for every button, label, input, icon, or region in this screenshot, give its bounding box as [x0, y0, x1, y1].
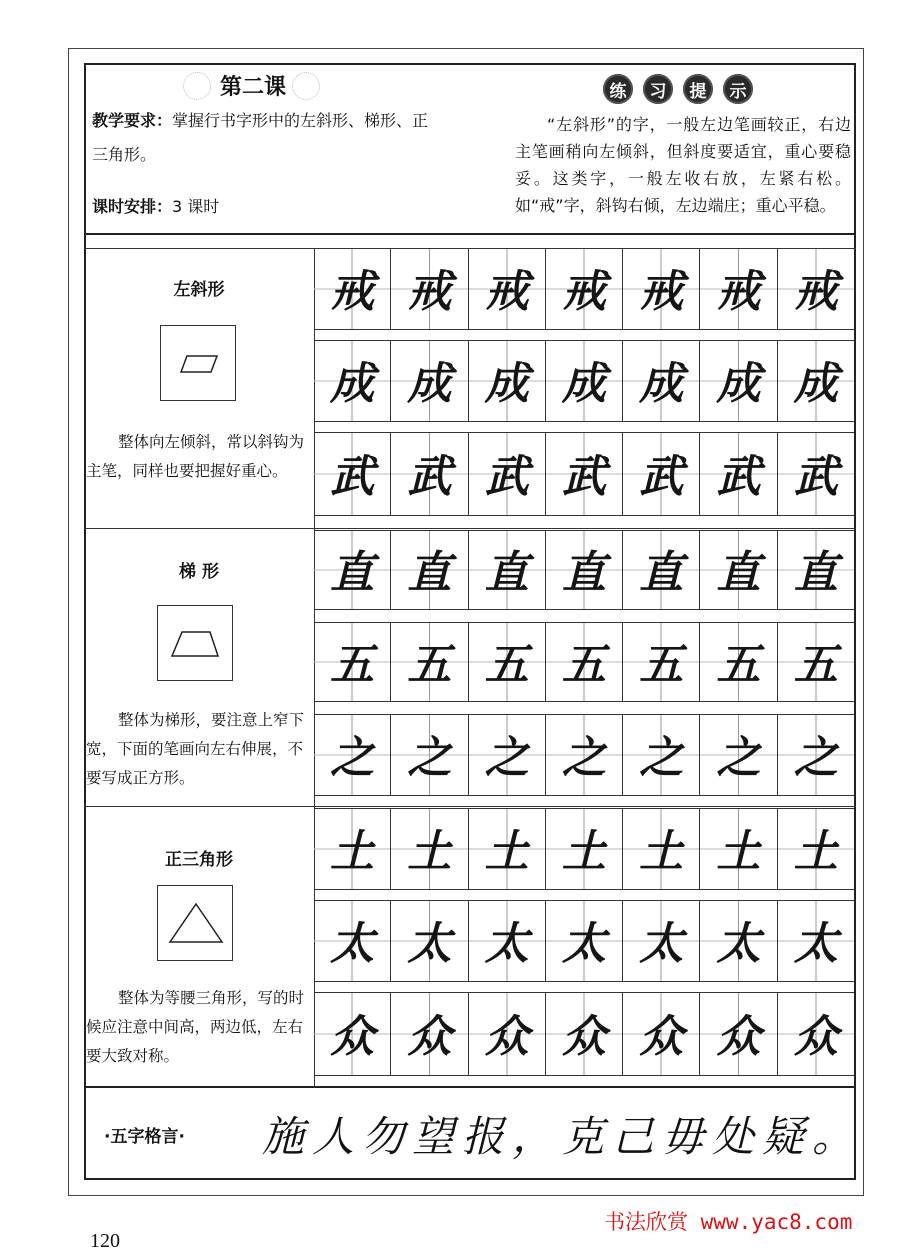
tip-badge: 练: [603, 74, 633, 104]
practice-cell: [777, 623, 854, 701]
practice-cell: [545, 623, 622, 701]
practice-character: 戒: [484, 266, 529, 318]
practice-character: 武: [407, 451, 452, 503]
practice-row: [314, 622, 854, 702]
practice-cell: [622, 623, 699, 701]
trapezoid-icon: [158, 606, 234, 682]
practice-character: 之: [716, 732, 761, 784]
practice-cell: [314, 901, 390, 981]
practice-character: 成: [561, 358, 606, 410]
practice-cell: [314, 433, 390, 515]
practice-character: 直: [793, 547, 838, 599]
practice-character: 武: [561, 451, 606, 503]
practice-cell: [390, 901, 467, 981]
practice-character: 众: [716, 1011, 761, 1063]
practice-cell: [545, 715, 622, 795]
practice-cell: [545, 433, 622, 515]
practice-cell: [622, 901, 699, 981]
practice-character: 土: [330, 826, 375, 878]
practice-cell: [777, 249, 854, 329]
practice-cell: [777, 901, 854, 981]
parallelogram-icon: [161, 326, 237, 402]
practice-character: 直: [561, 547, 606, 599]
flower-ornament-icon: [183, 72, 211, 100]
practice-character: 戒: [639, 266, 684, 318]
practice-cell: [777, 341, 854, 421]
practice-character: 太: [407, 918, 452, 970]
practice-cell: [622, 715, 699, 795]
practice-cell: [468, 433, 545, 515]
practice-character: 之: [793, 732, 838, 784]
tip-badge: 提: [683, 74, 713, 104]
practice-character: 众: [793, 1011, 838, 1063]
practice-cell: [314, 715, 390, 795]
section-label-triangle: 正三角形: [165, 850, 233, 870]
practice-character: 众: [639, 1011, 684, 1063]
practice-character: 众: [561, 1011, 606, 1063]
shape-box: [160, 325, 236, 401]
divider: [84, 1086, 856, 1088]
practice-cell: [468, 809, 545, 889]
practice-row: [314, 432, 854, 516]
practice-cell: [545, 341, 622, 421]
practice-cell: [468, 715, 545, 795]
practice-cell: [390, 993, 467, 1075]
practice-row: [314, 530, 854, 610]
triangle-icon: [158, 886, 234, 962]
practice-cell: [468, 623, 545, 701]
practice-cell: [699, 715, 776, 795]
section-description: 整体为等腰三角形，写的时候应注意中间高，两边低，左右要大致对称。: [86, 989, 305, 1065]
practice-character: 直: [484, 547, 529, 599]
practice-cell: [314, 623, 390, 701]
practice-character: 成: [407, 358, 452, 410]
practice-cell: [314, 993, 390, 1075]
practice-cell: [314, 341, 390, 421]
practice-cell: [545, 901, 622, 981]
practice-character: 成: [639, 358, 684, 410]
motto-label: ·五字格言·: [104, 1127, 185, 1147]
divider: [84, 233, 856, 235]
practice-cell: [468, 531, 545, 609]
practice-cell: [699, 809, 776, 889]
practice-cell: [622, 249, 699, 329]
practice-character: 太: [330, 918, 375, 970]
practice-cell: [390, 715, 467, 795]
practice-character: 太: [793, 918, 838, 970]
practice-cell: [390, 433, 467, 515]
practice-character: 土: [561, 826, 606, 878]
practice-cell: [699, 993, 776, 1075]
practice-cell: [390, 249, 467, 329]
practice-character: 直: [716, 547, 761, 599]
practice-character: 五: [484, 639, 529, 691]
watermark: 书法欣赏 www.yac8.com: [604, 1210, 853, 1234]
lesson-title: 第二课: [220, 75, 287, 100]
teaching-requirement: [92, 104, 432, 172]
flower-ornament-icon: [292, 72, 320, 100]
practice-character: 太: [561, 918, 606, 970]
practice-character: 之: [561, 732, 606, 784]
practice-character: 戒: [793, 266, 838, 318]
practice-cell: [622, 433, 699, 515]
practice-row: [314, 714, 854, 796]
practice-row: [314, 248, 854, 330]
practice-row: [314, 808, 854, 890]
practice-character: 武: [330, 451, 375, 503]
practice-character: 直: [407, 547, 452, 599]
practice-cell: [314, 809, 390, 889]
practice-character: 太: [639, 918, 684, 970]
practice-cell: [699, 341, 776, 421]
practice-cell: [699, 623, 776, 701]
practice-character: 直: [639, 547, 684, 599]
practice-character: 土: [639, 826, 684, 878]
requirement-label: 教学要求：: [92, 111, 173, 130]
practice-cell: [777, 433, 854, 515]
practice-character: 武: [716, 451, 761, 503]
practice-cell: [777, 531, 854, 609]
practice-character: 武: [639, 451, 684, 503]
practice-row: [314, 992, 854, 1076]
practice-cell: [468, 993, 545, 1075]
practice-cell: [622, 809, 699, 889]
practice-character: 戒: [407, 266, 452, 318]
practice-cell: [314, 249, 390, 329]
practice-character: 土: [484, 826, 529, 878]
page-number: 120: [90, 1230, 120, 1252]
practice-character: 五: [793, 639, 838, 691]
practice-cell: [622, 531, 699, 609]
practice-character: 五: [639, 639, 684, 691]
practice-character: 五: [407, 639, 452, 691]
practice-cell: [622, 341, 699, 421]
practice-cell: [699, 433, 776, 515]
practice-character: 之: [407, 732, 452, 784]
practice-cell: [545, 993, 622, 1075]
practice-cell: [390, 531, 467, 609]
practice-cell: [468, 341, 545, 421]
practice-character: 戒: [716, 266, 761, 318]
practice-character: 之: [330, 732, 375, 784]
section-label-left-slant: 左斜形: [173, 280, 225, 300]
practice-cell: [699, 249, 776, 329]
practice-cell: [390, 623, 467, 701]
practice-character: 土: [407, 826, 452, 878]
tip-badge: 习: [643, 74, 673, 104]
tip-badge: 示: [723, 74, 753, 104]
practice-character: 武: [484, 451, 529, 503]
schedule-label: 课时安排：: [92, 197, 173, 216]
practice-cell: [314, 531, 390, 609]
practice-cell: [622, 993, 699, 1075]
section-label-trapezoid: 梯 形: [179, 562, 219, 582]
motto-text: 施人勿望报，克己毋处疑。: [262, 1112, 863, 1161]
shape-box: [157, 885, 233, 961]
practice-cell: [390, 341, 467, 421]
practice-character: 众: [330, 1011, 375, 1063]
practice-character: 太: [484, 918, 529, 970]
practice-character: 之: [639, 732, 684, 784]
practice-cell: [777, 715, 854, 795]
section-description: 整体向左倾斜，常以斜钩为主笔，同样也要把握好重心。: [86, 433, 305, 480]
practice-cell: [699, 531, 776, 609]
practice-character: 戒: [330, 266, 375, 318]
practice-character: 土: [716, 826, 761, 878]
practice-cell: [777, 809, 854, 889]
practice-row: [314, 900, 854, 982]
practice-cell: [468, 901, 545, 981]
divider: [84, 806, 856, 807]
practice-character: 成: [716, 358, 761, 410]
practice-character: 五: [330, 639, 375, 691]
practice-character: 戒: [561, 266, 606, 318]
practice-character: 太: [716, 918, 761, 970]
practice-character: 之: [484, 732, 529, 784]
practice-character: 土: [793, 826, 838, 878]
practice-row: [314, 340, 854, 422]
practice-character: 成: [793, 358, 838, 410]
divider: [84, 528, 856, 529]
practice-character: 成: [484, 358, 529, 410]
practice-cell: [545, 531, 622, 609]
class-schedule: [92, 194, 219, 217]
requirement-text: 掌握行书字形中的左斜形、梯形、正三角形。: [92, 111, 429, 164]
practice-cell: [777, 993, 854, 1075]
practice-cell: [699, 901, 776, 981]
practice-character: 众: [484, 1011, 529, 1063]
practice-cell: [545, 249, 622, 329]
practice-character: 五: [561, 639, 606, 691]
practice-tips-text: “左斜形”的字，一般左边笔画较正，右边主笔画稍向左倾斜，但斜度要适宜，重心要稳妥。这类字，一般左收右放，左紧右松。如“戒”字，斜钩右倾，左边端庄；重心平稳。: [515, 115, 851, 215]
practice-cell: [545, 809, 622, 889]
practice-character: 武: [793, 451, 838, 503]
practice-cell: [468, 249, 545, 329]
practice-character: 众: [407, 1011, 452, 1063]
shape-box: [157, 605, 233, 681]
practice-cell: [390, 809, 467, 889]
practice-tips-heading: [603, 74, 753, 104]
schedule-text: 3 课时: [172, 197, 220, 216]
practice-character: 五: [716, 639, 761, 691]
practice-character: 成: [330, 358, 375, 410]
practice-character: 直: [330, 547, 375, 599]
section-description: 整体为梯形，要注意上窄下宽，下面的笔画向左右伸展，不要写成正方形。: [86, 711, 305, 787]
